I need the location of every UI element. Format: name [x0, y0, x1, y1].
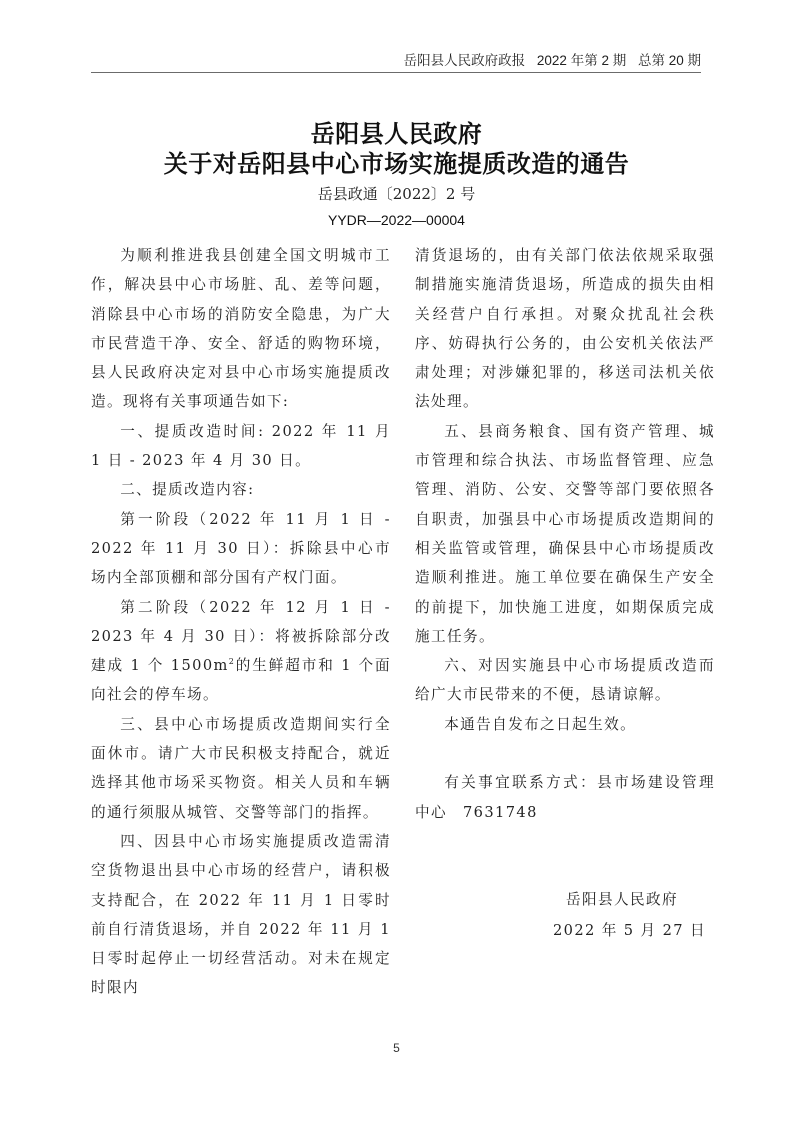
paragraph-intro: 为顺利推进我县创建全国文明城市工作，解决县中心市场脏、乱、差等问题，消除县中心市场的消防安全隐患，为广大市民营造干净、安全、舒适的购物环境，县人民政府决定对县中心市场实施提质改造。现将有关事项通告如下:	[91, 247, 391, 411]
publication-name: 岳阳县人民政府政报	[403, 53, 526, 68]
paragraph-item-5: 五、县商务粮食、国有资产管理、城市管理和综合执法、市场监督管理、应急管理、消防、公安、交警等部门要依照各自职责，加强县中心市场提质改造期间的相关监管或管理，确保县中心市场提质改造顺利推进。施工单位要在确保生产安全的前提下，加快施工进度，如期保质完成施工任务。	[415, 422, 715, 645]
body-column-right	[415, 241, 715, 827]
signature-issuer: 岳阳县人民政府	[566, 891, 678, 908]
stage-2-text-before: 第二阶段（2022 年 12 月 1 日 - 2023 年 4 月 30 日）：将被拆除部分改建成 1 个 1500m	[91, 598, 391, 675]
total-issue-number: 总第 20 期	[637, 53, 701, 68]
paragraph-item-4-continued: 清货退场的，由有关部门依法依规采取强制措施实施清货退场，所造成的损失由相关经营户自行承担。对聚众扰乱社会秩序、妨碍执行公务的，由公安机关依法严肃处理；对涉嫌犯罪的，移送司法机关依法处理。	[415, 247, 715, 411]
document-number: 岳县政通〔2022〕2 号	[317, 185, 476, 203]
paragraph-item-1: 一、提质改造时间: 2022 年 11 月 1 日 - 2023 年 4 月 30 日。	[91, 422, 391, 470]
signature-date: 2022 年 5 月 27 日	[553, 922, 706, 939]
paragraph-item-4: 四、因县中心市场实施提质改造需清空货物退出县中心市场的经营户，请积极支持配合，在 2022 年 11 月 1 日零时前自行清货退场，并自 2022 年 11 月 1 日零时起停止一切经营活动。对未在规定时限内	[91, 832, 391, 997]
paragraph-effective: 本通告自发布之日起生效。	[444, 715, 637, 733]
title-line-2: 关于对岳阳县中心市场实施提质改造的通告	[163, 149, 630, 178]
running-header	[91, 52, 701, 73]
paragraph-contact: 有关事宜联系方式：县市场建设管理中心 7631748	[415, 774, 715, 821]
spacer	[415, 739, 715, 768]
body-column-left	[91, 241, 391, 1003]
paragraph-item-6: 六、对因实施县中心市场提质改造而给广大市民带来的不便，恳请谅解。	[415, 657, 715, 704]
issue-number: 2022 年第 2 期	[536, 53, 627, 68]
stage-2-text-after: 的生鲜超市和 1 个面向社会的停车场。	[91, 657, 392, 704]
paragraph-stage-1: 第一阶段（2022 年 11 月 1 日 - 2022 年 11 月 30 日）：拆除县中心市场内全部顶棚和部分国有产权门面。	[91, 510, 391, 587]
stage-2-superscript: 2	[228, 657, 236, 667]
paragraph-item-3: 三、县中心市场提质改造期间实行全面休市。请广大市民积极支持配合，就近选择其他市场采买物资。相关人员和车辆的通行须服从城管、交警等部门的指挥。	[91, 715, 391, 821]
paragraph-item-2: 二、提质改造内容:	[120, 481, 255, 499]
title-line-1: 岳阳县人民政府	[310, 119, 483, 148]
registration-number: YYDR—2022—00004	[328, 212, 465, 228]
page-number: 5	[393, 1041, 400, 1055]
paragraph-stage-2	[91, 593, 391, 710]
